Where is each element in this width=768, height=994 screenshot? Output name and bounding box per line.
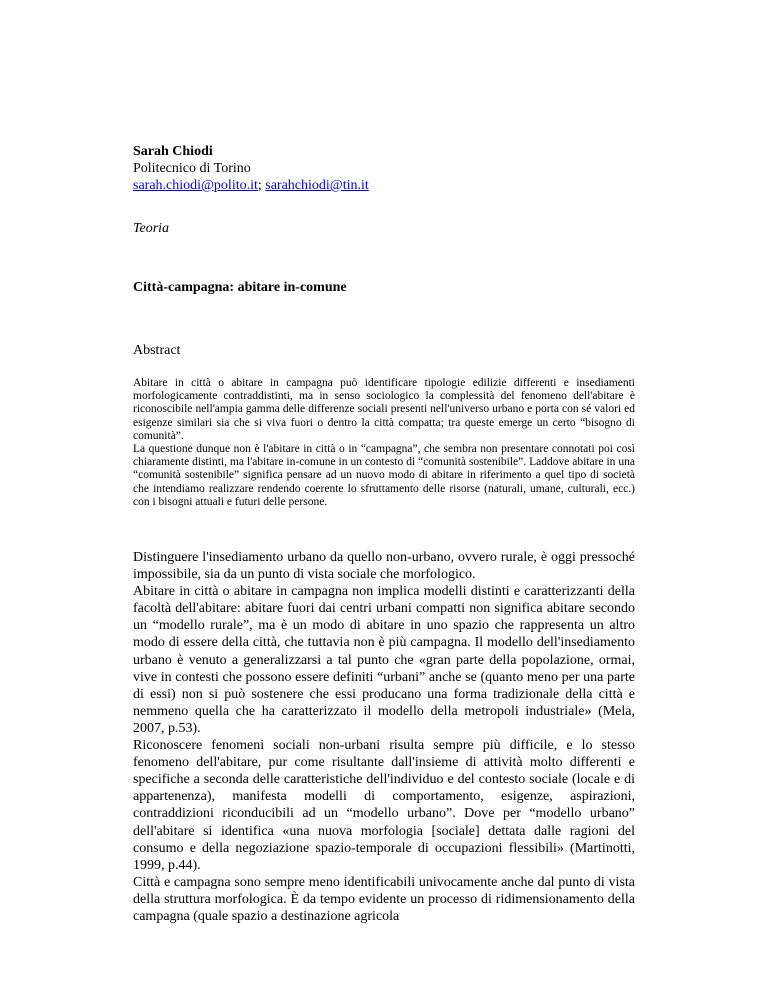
body-paragraph: Abitare in città o abitare in campagna non implica modelli distinti e caratterizzanti della facoltà dell'abitare: abitare fuori dai centri urbani compatti non significa abitare secondo un “modello rurale”, ma è un modo di abitare in uno spazio che rappresenta un altro modo di essere della città, che tuttavia non è più campagna. Il modello dell'insediamento urbano è venuto a generalizzarsi a tal punto che «gran parte della popolazione, ormai, vive in contesti che possono essere definiti “urbani” anche se (quanto meno per una parte di essi) non si può sostenere che essi producano una forma tradizionale della città e nemmeno quella che ha caratterizzato il modello della metropoli industriale» (Mela, 2007, p.53). bbox=[133, 584, 635, 736]
body-paragraph: Distinguere l'insediamento urbano da quello non-urbano, ovvero rurale, è oggi pressoché impossibile, sia da un punto di vista sociale che morfologico. bbox=[133, 550, 635, 583]
abstract-text bbox=[133, 377, 635, 509]
email-link-tin[interactable]: sarahchiodi@tin.it bbox=[265, 178, 369, 193]
paper-title: Città-campagna: abitare in-comune bbox=[133, 280, 347, 295]
section-label: Teoria bbox=[133, 221, 170, 236]
email-link-polito[interactable]: sarah.chiodi@polito.it bbox=[133, 178, 258, 193]
email-separator: ; bbox=[257, 178, 266, 193]
author-block bbox=[133, 143, 635, 194]
body-paragraph: Città e campagna sono sempre meno identificabili univocamente anche dal punto di vista della struttura morfologica. È da tempo evidente un processo di ridimensionamento della campagna (quale spazio a destinazione agricola bbox=[133, 874, 635, 924]
author-emails bbox=[133, 177, 635, 194]
author-name: Sarah Chiodi bbox=[133, 144, 213, 159]
body-text bbox=[133, 549, 635, 925]
abstract-paragraph: La questione dunque non è l'abitare in città o in “campagna”, che sembra non presentare connotati poi così chiaramente distinti, ma l'abitare in-comune in un contesto di “comunità sostenibile”. Laddove abitare in una “comunità sostenibile” significa pensare ad un nuovo modo di abitare in riferimento a quel tipo di società che intendiamo realizzare rendendo coerente lo sfruttamento delle risorse (naturali, umane, culturali, ecc.) con i bisogni attuali e futuri delle persone. bbox=[133, 443, 635, 508]
abstract-heading: Abstract bbox=[133, 343, 181, 358]
author-affiliation: Politecnico di Torino bbox=[133, 161, 251, 176]
body-paragraph: Riconoscere fenomeni sociali non-urbani risulta sempre più difficile, e lo stesso fenomeno dell'abitare, pur come risultante dall'insieme di attività molto differenti e specifiche a seconda delle caratteristiche dell'individuo e del contesto sociale (locale e di appartenenza), manifesta modelli di comportamento, esigenze, aspirazioni, contraddizioni riconducibili ad un “modello urbano”. Dove per “modello urbano” dell'abitare si identifica «una nuova morfologia [sociale] dettata dalle ragioni del consumo e della negoziazione spazio-temporale di occupazioni flessibili» (Martinotti, 1999, p.44). bbox=[133, 738, 635, 873]
abstract-paragraph: Abitare in città o abitare in campagna può identificare tipologie edilizie differenti e insediamenti morfologicamente contraddistinti, ma in senso sociologico la complessità del fenomeno dell'abitare è riconoscibile nell'ampia gamma delle differenze sociali presenti nell'universo urbano e porta con sé valori ed esigenze similari sia che si viva fuori o dentro la città compatta; tra queste emerge un certo “bisogno di comunità”. bbox=[133, 377, 635, 442]
